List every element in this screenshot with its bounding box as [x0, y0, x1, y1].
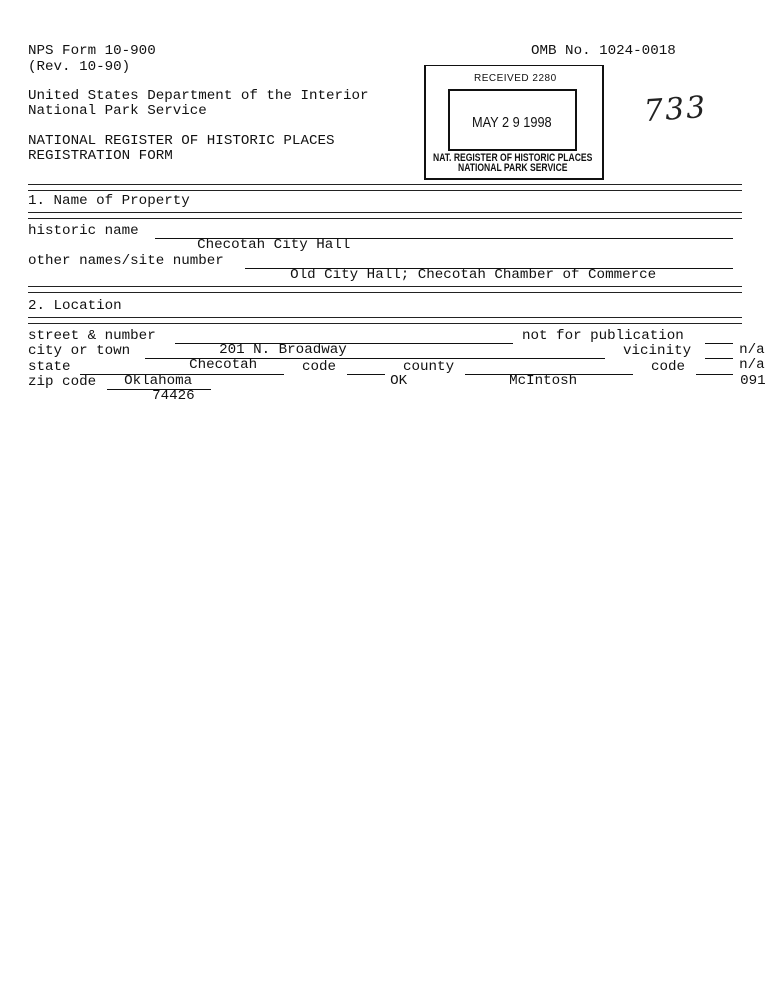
form-title-line1: NATIONAL REGISTER OF HISTORIC PLACES: [28, 133, 335, 149]
form-number: NPS Form 10-900: [28, 43, 156, 59]
street-label: street & number: [28, 328, 156, 344]
street-value: 201 N. Broadway: [219, 342, 347, 358]
state-label: state: [28, 359, 71, 375]
other-names-value: Old City Hall; Checotah Chamber of Commerce: [290, 267, 657, 283]
other-names-field[interactable]: [245, 254, 733, 283]
zip-value: 74426: [152, 388, 195, 404]
street-field[interactable]: [175, 329, 513, 358]
county-field[interactable]: [465, 360, 633, 389]
department-name: United States Department of the Interior: [28, 88, 369, 104]
state-value: Oklahoma: [124, 373, 193, 389]
county-value: McIntosh: [509, 373, 578, 389]
county-code-label: code: [651, 359, 686, 375]
vicinity-label: vicinity: [623, 343, 692, 359]
not-for-publication-value: n/a: [739, 342, 765, 358]
zip-label: zip code: [28, 374, 97, 390]
form-title-line2: REGISTRATION FORM: [28, 148, 173, 164]
city-value: Checotah: [189, 357, 258, 373]
vicinity-field[interactable]: [705, 344, 765, 373]
other-names-label: other names/site number: [28, 253, 224, 269]
handwritten-number: 733: [642, 89, 709, 130]
form-revision: (Rev. 10-90): [28, 59, 131, 75]
state-code-field[interactable]: [347, 360, 408, 389]
not-for-publication-label: not for publication: [522, 328, 684, 344]
historic-name-label: historic name: [28, 223, 139, 239]
section-divider: [28, 317, 742, 324]
stamp-date: MAY 2 9 1998: [472, 114, 552, 131]
state-field[interactable]: [80, 360, 284, 389]
service-name: National Park Service: [28, 103, 207, 119]
section-divider: [28, 184, 742, 191]
city-label: city or town: [28, 343, 131, 359]
stamp-register-line: NAT. REGISTER OF HISTORIC PLACES: [433, 152, 593, 164]
not-for-publication-field[interactable]: [705, 329, 765, 358]
section2-heading: 2. Location: [28, 298, 122, 314]
section-divider: [28, 286, 742, 293]
omb-number: OMB No. 1024-0018: [531, 43, 676, 59]
state-code-value: OK: [390, 373, 408, 389]
state-code-label: code: [302, 359, 337, 375]
stamp-received: RECEIVED 2280: [474, 73, 557, 84]
historic-name-value: Checotah City Hall: [197, 237, 351, 253]
section-divider: [28, 212, 742, 219]
county-label: county: [403, 359, 455, 375]
historic-name-field[interactable]: [155, 224, 733, 253]
county-code-value: 091: [740, 373, 766, 389]
section1-heading: 1. Name of Property: [28, 193, 190, 209]
stamp-park-service-line: NATIONAL PARK SERVICE: [458, 162, 568, 174]
zip-field[interactable]: [107, 375, 211, 404]
vicinity-value: n/a: [739, 357, 765, 373]
